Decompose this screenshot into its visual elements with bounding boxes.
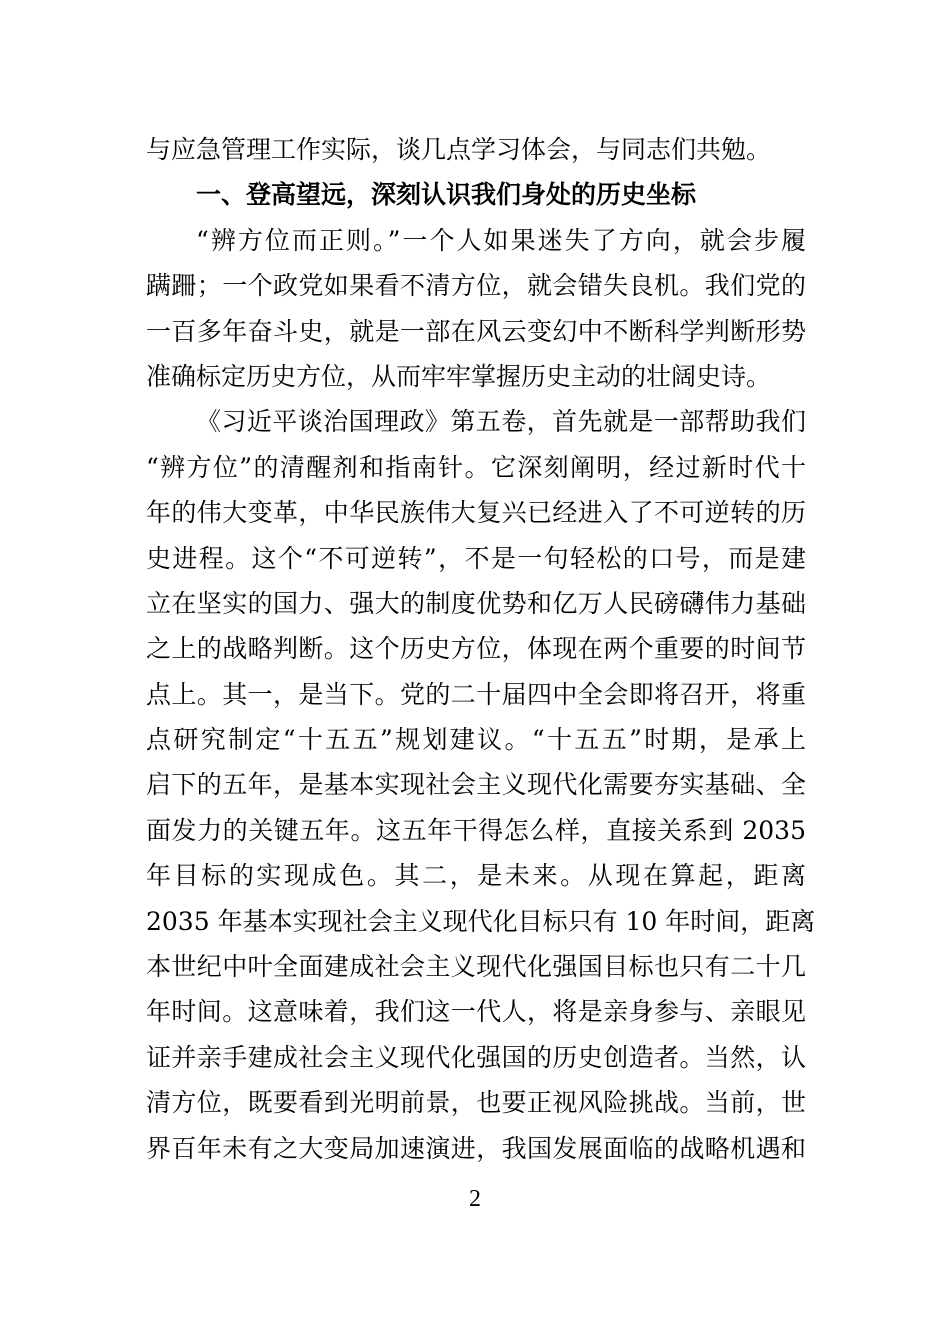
text-line: 界百年未有之大变局加速演进，我国发展面临的战略机遇和 [146, 1133, 806, 1163]
text-line: “辨方位而正则。”一个人如果迷失了方向，就会步履 [196, 225, 806, 255]
section-heading: 一、登高望远，深刻认识我们身处的历史坐标 [196, 180, 697, 210]
text-line: 与应急管理工作实际，谈几点学习体会，与同志们共勉。 [146, 135, 772, 164]
text-line: 史进程。这个“不可逆转”，不是一句轻松的口号，而是建 [146, 543, 806, 573]
text-line: 清方位，既要看到光明前景，也要正视风险挑战。当前，世 [146, 1088, 806, 1118]
text-line: 2035 年基本实现社会主义现代化目标只有 10 年时间，距离 [146, 906, 816, 936]
text-line: 年目标的实现成色。其二，是未来。从现在算起，距离 [146, 861, 806, 891]
text-line: 年的伟大变革，中华民族伟大复兴已经进入了不可逆转的历 [146, 498, 806, 528]
text-line: 点研究制定“十五五”规划建议。“十五五”时期，是承上 [146, 725, 806, 755]
text-line: 立在坚实的国力、强大的制度优势和亿万人民磅礴伟力基础 [146, 588, 806, 618]
page-number: 2 [469, 1186, 481, 1212]
text-line: 面发力的关键五年。这五年干得怎么样，直接关系到 2035 [146, 815, 806, 845]
text-line: 一百多年奋斗史，就是一部在风云变幻中不断科学判断形势 [146, 316, 806, 346]
text-line: 点上。其一，是当下。党的二十届四中全会即将召开，将重 [146, 679, 806, 709]
text-line: 证并亲手建成社会主义现代化强国的历史创造者。当然，认 [146, 1042, 806, 1072]
text-line: 准确标定历史方位，从而牢牢掌握历史主动的壮阔史诗。 [146, 361, 772, 391]
text-line: 《习近平谈治国理政》第五卷，首先就是一部帮助我们 [196, 407, 806, 437]
text-line: 蹒跚；一个政党如果看不清方位，就会错失良机。我们党的 [146, 271, 806, 301]
text-line: 年时间。这意味着，我们这一代人，将是亲身参与、亲眼见 [146, 997, 806, 1027]
text-line: “辨方位”的清醒剂和指南针。它深刻阐明，经过新时代十 [146, 452, 806, 482]
text-line: 本世纪中叶全面建成社会主义现代化强国目标也只有二十几 [146, 952, 806, 982]
text-line: 之上的战略判断。这个历史方位，体现在两个重要的时间节 [146, 634, 806, 664]
text-line: 启下的五年，是基本实现社会主义现代化需要夯实基础、全 [146, 770, 806, 800]
body-text [146, 127, 816, 1171]
